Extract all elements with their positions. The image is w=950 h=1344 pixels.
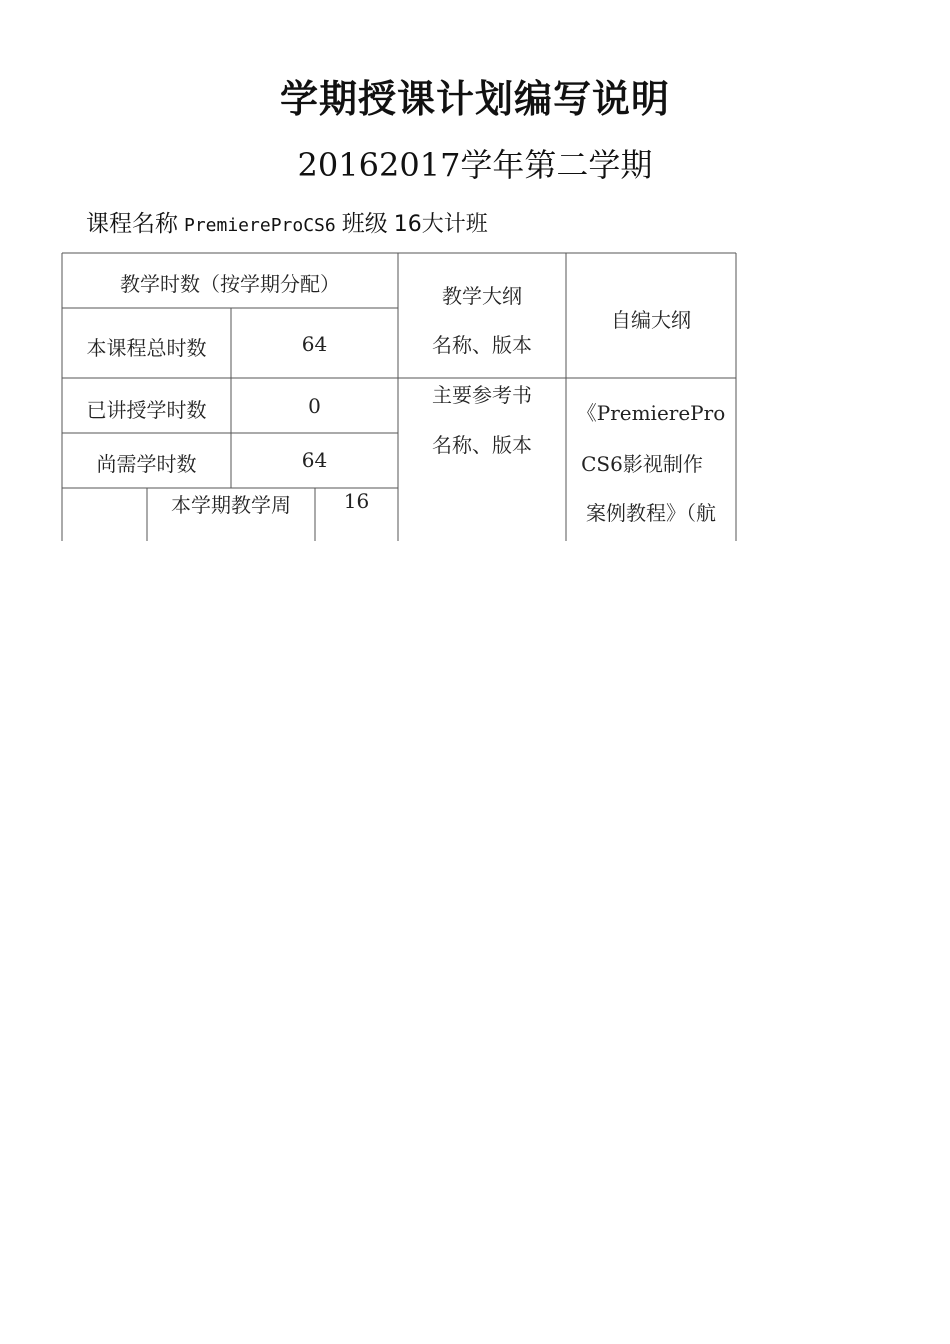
class-label: 班级 (341, 211, 388, 237)
teaching-weeks-value: 16 (343, 489, 370, 513)
reference-book-value-line-3: 案例教程》（航 (586, 501, 716, 525)
reference-book-label-line-2: 名称、版本 (432, 433, 532, 457)
syllabus-label-line-1: 教学大纲 (442, 284, 522, 308)
page-title: 学期授课计划编写说明 (279, 77, 670, 121)
remaining-hours-value: 64 (301, 448, 328, 472)
total-hours-label: 本课程总时数 (86, 336, 207, 360)
course-name-label: 课程名称 (86, 211, 178, 237)
total-hours-value: 64 (301, 332, 328, 356)
taught-hours-value: 0 (308, 394, 321, 418)
taught-hours-label: 已讲授学时数 (86, 398, 207, 422)
teaching-weeks-label: 本学期教学周 (171, 493, 291, 517)
syllabus-value: 自编大纲 (611, 308, 691, 332)
remaining-hours-label: 尚需学时数 (96, 452, 197, 476)
reference-book-value-line-1: 《PremierePro (576, 401, 726, 425)
reference-book-label-line-1: 主要参考书 (432, 383, 532, 407)
course-name-value: PremiereProCS6 (184, 215, 336, 236)
hours-header-cell: 教学时数（按学期分配） (120, 272, 340, 296)
syllabus-label-line-2: 名称、版本 (432, 333, 532, 357)
reference-book-value-line-2: CS6影视制作 (581, 452, 703, 476)
class-value: 16大计班 (393, 212, 488, 237)
semester-subtitle: 20162017学年第二学期 (297, 146, 653, 184)
